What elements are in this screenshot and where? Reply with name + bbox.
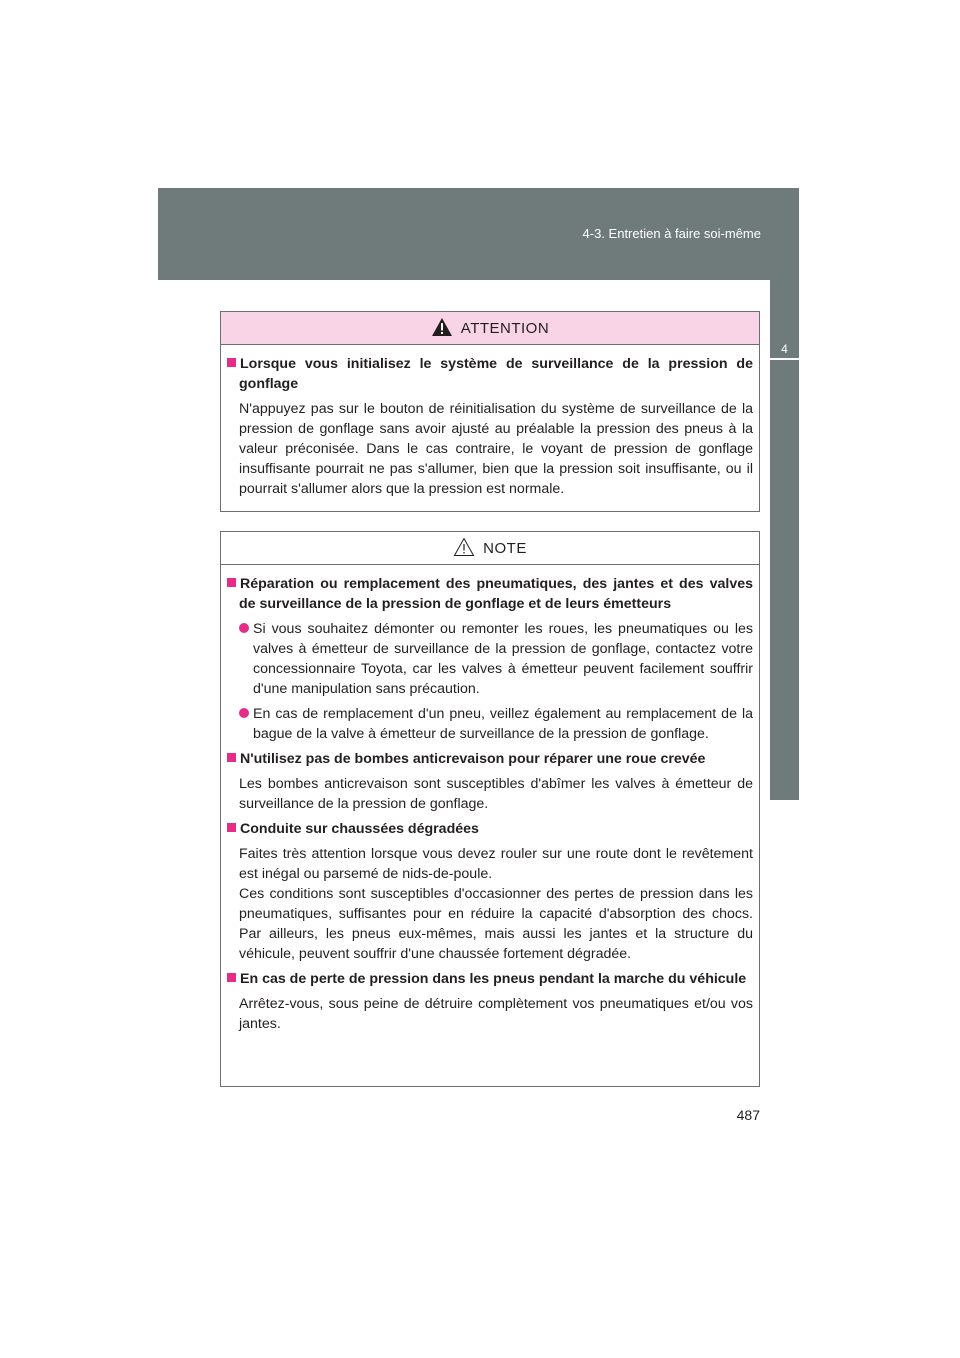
note-section-title: Réparation ou remplacement des pneumatiques, des jantes et des valves de surveillance de la pression de gonflage et de leurs émetteurs [239, 576, 753, 612]
chapter-tab [707, 360, 799, 800]
note-section-repair [227, 574, 753, 744]
attention-section-text: N'appuyez pas sur le bouton de réinitialisation du système de surveillance de la pression de gonflage sans avoir ajusté au préalable la pression des pneus à la valeur préconisée. Dans le cas contraire, le voyant de pression de gonflage insuffisante pourrait ne pas s'allumer, bien que la pression soit insuffisante, ou il pourrait s'allumer alors que la pression est normale. [239, 401, 753, 497]
attention-section [227, 354, 753, 499]
note-section-title: N'utilisez pas de bombes anticrevaison pour réparer une roue crevée [240, 751, 706, 767]
header-band [158, 188, 799, 280]
warning-triangle-filled-icon [431, 317, 453, 337]
section-square-icon [227, 753, 236, 762]
chapter-tab-number: 4 [770, 280, 799, 358]
attention-box [220, 311, 760, 512]
note-section-text: Ces conditions sont susceptibles d'occasionner des pertes de pression dans les pneumatiques, suffisantes pour en réduire la capacité d'absorption des chocs. Par ailleurs, les pneus eux-mêmes, mais aussi les jantes et la structure du véhicule, peuvent souffrir d'une chaussée fortement dégradée. [239, 886, 753, 962]
list-item: En cas de remplacement d'un pneu, veillez également au remplacement de la bague de la valve à émetteur de surveillance de la pression de gonflage. [227, 704, 753, 744]
note-section-title: En cas de perte de pression dans les pneus pendant la marche du véhicule [240, 971, 747, 987]
bullet-dot-icon [239, 623, 249, 633]
note-section-text: Les bombes anticrevaison sont susceptibles d'abîmer les valves à émetteur de surveillance de la pression de gonflage. [239, 776, 753, 812]
note-box [220, 531, 760, 1087]
note-section-sealant [227, 749, 753, 814]
note-header [221, 532, 759, 565]
note-section-pressure-loss [227, 969, 753, 1034]
section-square-icon [227, 358, 236, 367]
note-section-text: Arrêtez-vous, sous peine de détruire complètement vos pneumatiques et/ou vos jantes. [239, 996, 753, 1032]
section-square-icon [227, 578, 236, 587]
note-section-text: Faites très attention lorsque vous devez rouler sur une route dont le revêtement est inégal ou parsemé de nids-de-poule. [239, 846, 753, 882]
attention-title: ATTENTION [460, 319, 550, 337]
note-title: NOTE [483, 539, 527, 557]
attention-header [221, 312, 759, 345]
section-title: 4-3. Entretien à faire soi-même [582, 226, 761, 241]
page-number: 487 [736, 1107, 760, 1123]
warning-triangle-outline-icon [453, 537, 475, 557]
chapter-tab-label: Entretien et soin [707, 428, 722, 523]
attention-section-title: Lorsque vous initialisez le système de surveillance de la pression de gonflage [239, 356, 753, 392]
bullet-dot-icon [239, 708, 249, 718]
section-square-icon [227, 973, 236, 982]
section-square-icon [227, 823, 236, 832]
note-section-title: Conduite sur chaussées dégradées [240, 821, 479, 837]
note-section-rough-roads [227, 819, 753, 964]
list-item: Si vous souhaitez démonter ou remonter les roues, les pneumatiques ou les valves à émetteur de surveillance de la pression de gonflage, contactez votre concessionnaire Toyota, car les valves à émetteur peuvent facilement souffrir d'une manipulation sans précaution. [227, 619, 753, 699]
